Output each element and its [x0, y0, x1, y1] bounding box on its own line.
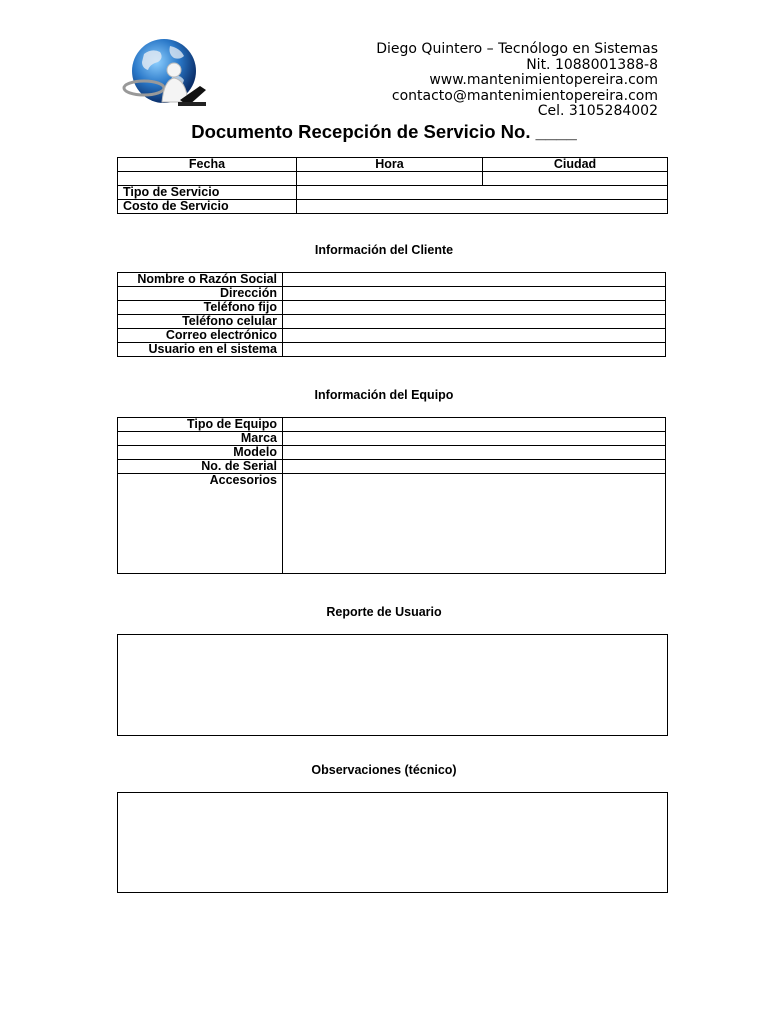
tipo-servicio-field[interactable]: [297, 186, 668, 200]
marca-field[interactable]: [283, 432, 666, 446]
field-label: Teléfono fijo: [118, 301, 283, 315]
telefono-fijo-field[interactable]: [283, 301, 666, 315]
table-row: [118, 287, 666, 301]
telefono-celular-field[interactable]: [283, 315, 666, 329]
accesorios-field[interactable]: [283, 474, 666, 574]
field-label: Tipo de Equipo: [118, 418, 283, 432]
company-info: [376, 42, 658, 120]
observations-box[interactable]: [117, 792, 668, 893]
equipment-table: [117, 417, 666, 574]
field-label: Accesorios: [118, 474, 283, 574]
usuario-field[interactable]: [283, 343, 666, 357]
costo-servicio-field[interactable]: [297, 200, 668, 214]
table-row: [118, 301, 666, 315]
tipo-servicio-label: Tipo de Servicio: [118, 186, 297, 200]
document-title: Documento Recepción de Servicio No. ____: [191, 121, 577, 142]
company-email: contacto@mantenimientopereira.com: [391, 87, 658, 104]
company-phone: Cel. 3105284002: [537, 103, 658, 119]
fecha-field[interactable]: [118, 172, 297, 186]
user-report-box[interactable]: [117, 634, 668, 736]
table-row: [118, 329, 666, 343]
direccion-field[interactable]: [283, 287, 666, 301]
client-table: [117, 272, 666, 357]
table-row: [118, 446, 666, 460]
company-nit: Nit. 1088001388-8: [526, 56, 658, 73]
ciudad-field[interactable]: [483, 172, 668, 186]
header-fecha: Fecha: [118, 158, 297, 172]
field-label: Modelo: [118, 446, 283, 460]
field-label: Dirección: [118, 287, 283, 301]
field-label: Marca: [118, 432, 283, 446]
table-row: [118, 474, 666, 574]
company-website: www.mantenimientopereira.com: [429, 72, 658, 88]
company-name: Diego Quintero – Tecnólogo en Sistemas: [376, 41, 658, 57]
service-table: [117, 157, 668, 214]
correo-field[interactable]: [283, 329, 666, 343]
table-row: [118, 432, 666, 446]
table-row: [118, 172, 668, 186]
table-row: [118, 315, 666, 329]
hora-field[interactable]: [297, 172, 483, 186]
tipo-equipo-field[interactable]: [283, 418, 666, 432]
field-label: No. de Serial: [118, 460, 283, 474]
modelo-field[interactable]: [283, 446, 666, 460]
header-hora: Hora: [297, 158, 483, 172]
table-row: [118, 200, 668, 214]
table-row: [118, 418, 666, 432]
company-logo: [122, 36, 208, 116]
table-row: [118, 343, 666, 357]
serial-field[interactable]: [283, 460, 666, 474]
header-ciudad: Ciudad: [483, 158, 668, 172]
client-section-title: Información del Cliente: [314, 243, 454, 257]
table-row: [118, 186, 668, 200]
table-row: [118, 158, 668, 172]
table-row: [118, 273, 666, 287]
table-row: [118, 460, 666, 474]
field-label: Nombre o Razón Social: [118, 273, 283, 287]
nombre-field[interactable]: [283, 273, 666, 287]
observations-title: Observaciones (técnico): [311, 763, 457, 777]
field-label: Teléfono celular: [118, 315, 283, 329]
field-label: Usuario en el sistema: [118, 343, 283, 357]
globe-computer-user-icon: [122, 36, 208, 116]
user-report-title: Reporte de Usuario: [326, 605, 442, 619]
equipment-section-title: Información del Equipo: [314, 388, 454, 402]
costo-servicio-label: Costo de Servicio: [118, 200, 297, 214]
field-label: Correo electrónico: [118, 329, 283, 343]
